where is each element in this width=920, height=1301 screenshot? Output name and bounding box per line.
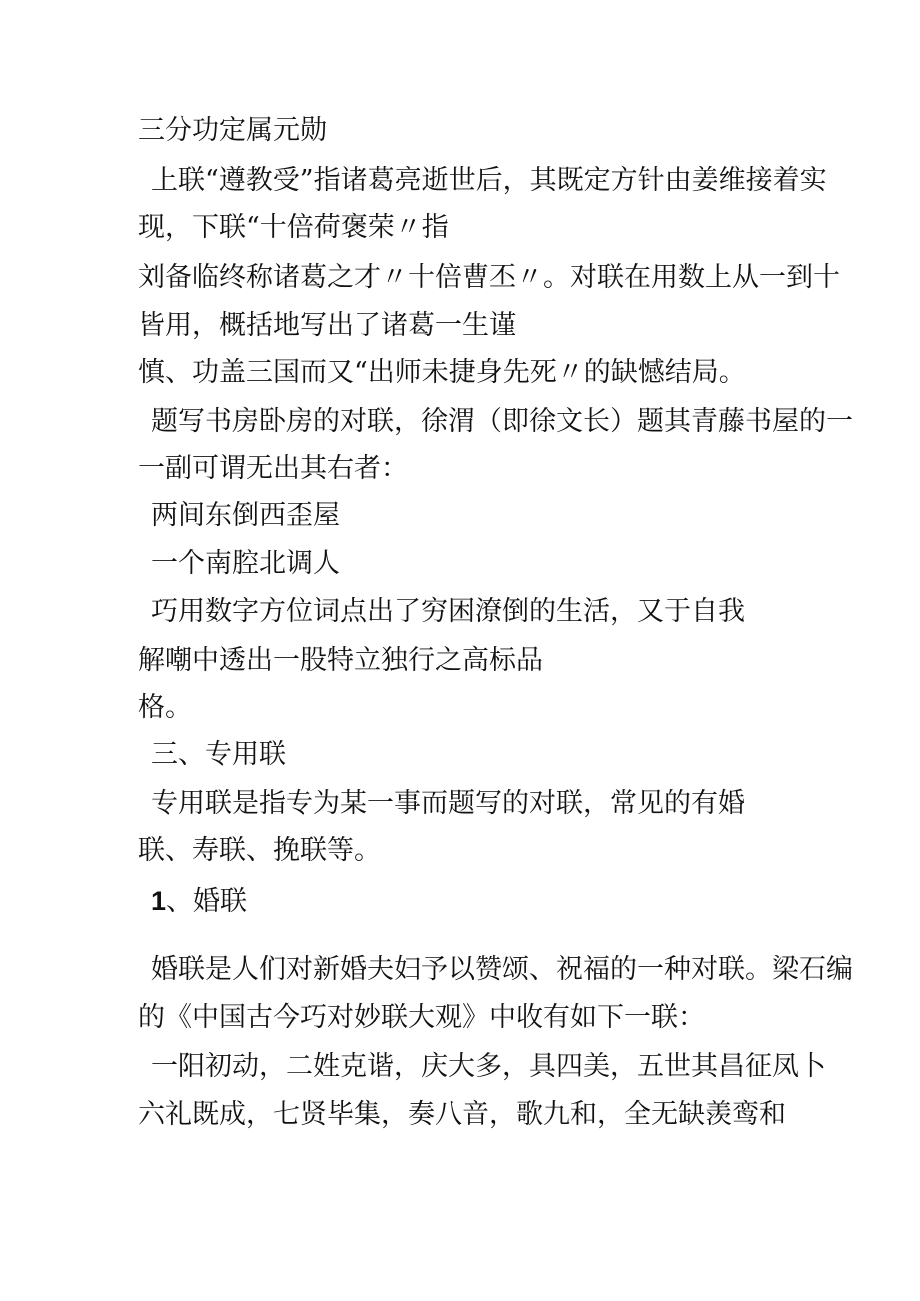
subsection-heading (151, 883, 247, 919)
text-line: 婚联是人们对新婚夫妇予以赞颂、祝福的一种对联。梁石编 (151, 954, 853, 985)
text-line: 题写书房卧房的对联，徐渭（即徐文长）题其青藤书屋的一 (151, 406, 853, 437)
text-line: 现，下联“十倍荷褒荣〃指 (138, 212, 449, 243)
subsection-title: 、婚联 (166, 886, 248, 917)
text-line: 刘备临终称诸葛之才〃十倍曹丕〃。对联在用数上从一到十 (138, 262, 840, 293)
text-line: 联、寿联、挽联等。 (138, 835, 381, 866)
section-heading: 三、专用联 (151, 739, 286, 770)
text-line: 两间东倒西歪屋 (151, 500, 340, 531)
text-line: 解嘲中透出一股特立独行之高标品 (138, 645, 543, 676)
text-line: 专用联是指专为某一事而题写的对联，常见的有婚 (151, 788, 745, 819)
text-line: 一个南腔北调人 (151, 548, 340, 579)
text-line: 一副可谓无出其右者： (138, 453, 408, 484)
text-line: 格。 (138, 692, 192, 723)
couplet-line: 六礼既成，七贤毕集，奏八音，歌九和，全无缺羡鸾和 (138, 1099, 786, 1130)
couplet-line: 一阳初动，二姓克谐，庆大多，具四美，五世其昌征凤卜 (151, 1051, 826, 1082)
text-line: 皆用，概括地写出了诸葛一生谨 (138, 310, 516, 341)
subsection-number: 1 (151, 886, 167, 916)
text-line: 慎、功盖三国而又“出师未捷身先死〃的缺憾结局。 (138, 357, 746, 388)
text-line: 巧用数字方位词点出了穷困潦倒的生活，又于自我 (151, 596, 745, 627)
text-line: 三分功定属元勋 (138, 115, 327, 146)
text-line: 的《中国古今巧对妙联大观》中收有如下一联： (138, 1002, 705, 1033)
text-line: 上联“遵教受”指诸葛亮逝世后，其既定方针由姜维接着实 (151, 165, 827, 196)
